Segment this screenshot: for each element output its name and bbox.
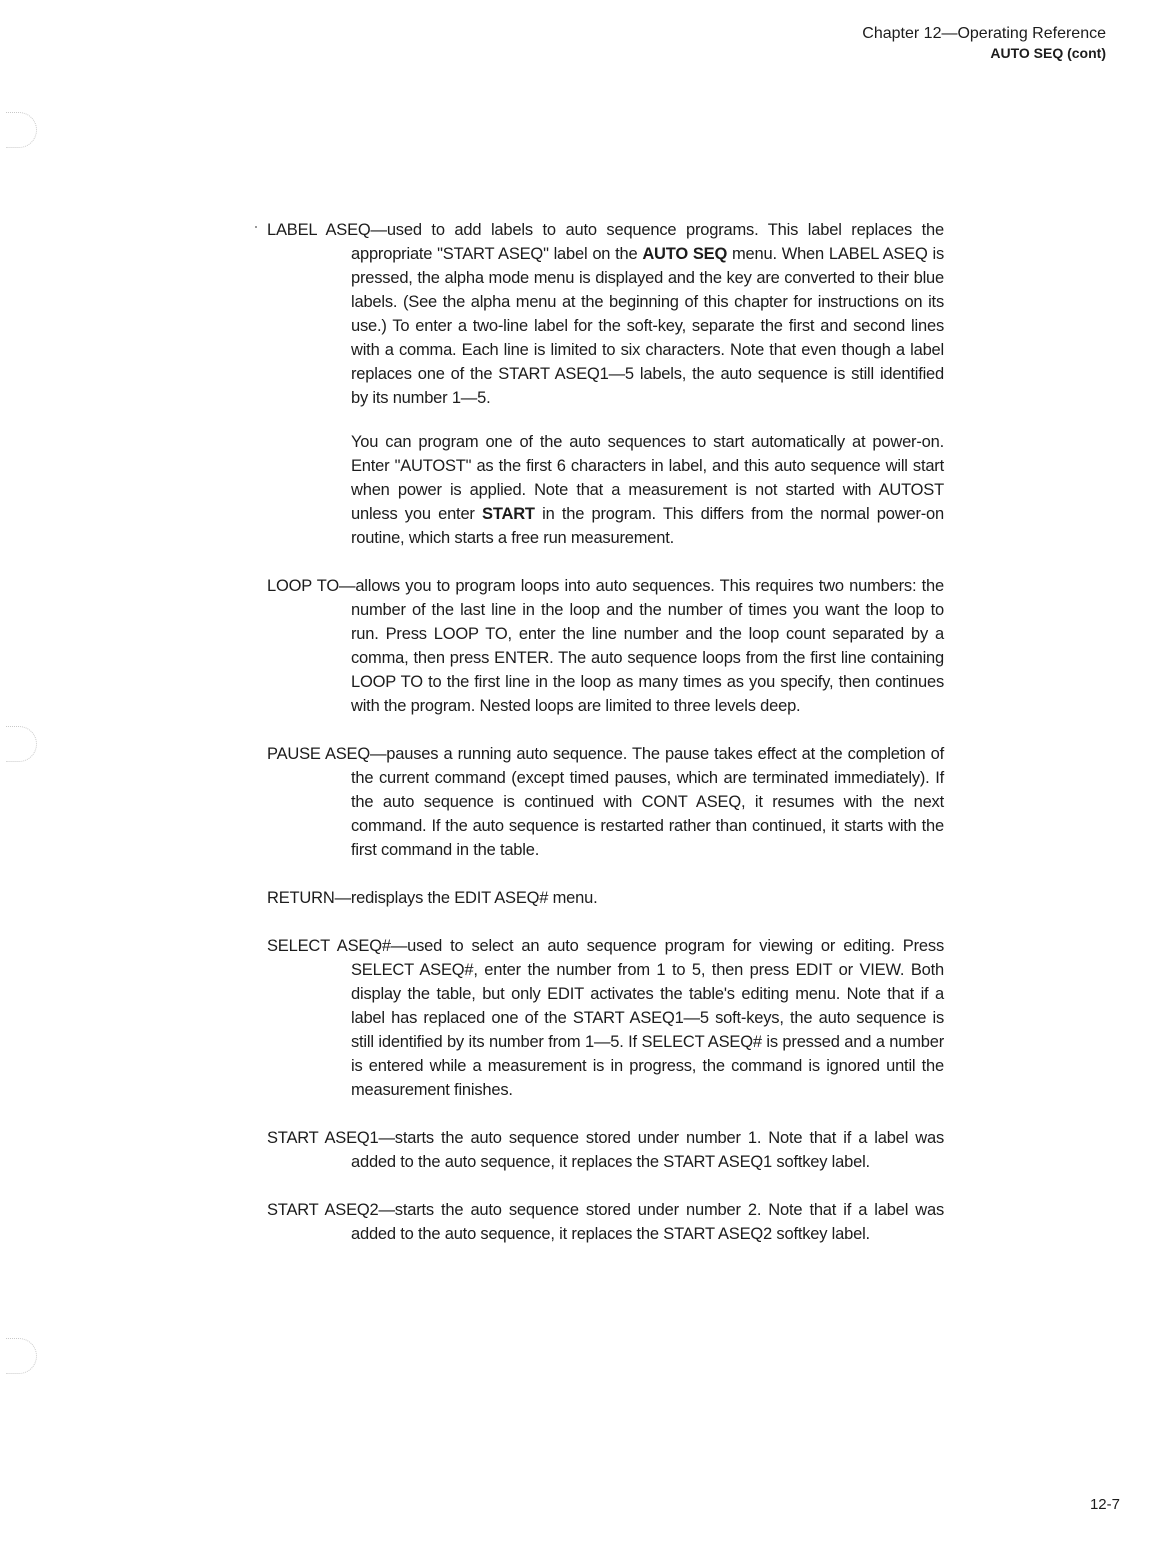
page-number: 12-7 bbox=[1089, 1496, 1120, 1513]
definition-text: —pauses a running auto sequence. The pause takes effect at the completion of the current command (except timed pauses, which are terminated immediately). If the auto sequence is continued with CONT ASEQ, it resumes with the next command. If the auto sequence is restarted rather than continued, it starts with the first command in the table. bbox=[351, 745, 944, 859]
section-title: AUTO SEQ (cont) bbox=[990, 45, 1106, 61]
term-select-aseq: SELECT ASEQ# bbox=[267, 937, 391, 955]
term-start-aseq2: START ASEQ2 bbox=[267, 1201, 379, 1219]
punch-hole-middle bbox=[6, 726, 37, 762]
definition-text: —redisplays the EDIT ASEQ# menu. bbox=[334, 889, 598, 907]
entry-pause-aseq bbox=[267, 742, 944, 862]
term-start-aseq1: START ASEQ1 bbox=[267, 1129, 379, 1147]
definition-text: —starts the auto sequence stored under number 1. Note that if a label was added to the auto sequence, it replaces the START ASEQ1 softkey label. bbox=[351, 1129, 944, 1171]
autost-paragraph bbox=[267, 430, 944, 550]
entry-label-aseq bbox=[267, 218, 944, 410]
definition-text: —allows you to program loops into auto sequences. This requires two numbers: the number of the last line in the loop and the number of times you want the loop to run. Press LOOP TO, enter the line number and the loop count separated by a comma, then press ENTER. The auto sequence loops from the first line containing LOOP TO to the first line in the loop as many times as you specify, then continues with the program. Nested loops are limited to three levels deep. bbox=[339, 577, 944, 715]
punch-hole-top bbox=[6, 112, 37, 148]
term-loop-to: LOOP TO bbox=[267, 577, 340, 595]
paragraph-text: You can program one of the auto sequences to start automatically at power-on. Enter "AUTOST" as the first 6 characters in label, and this auto sequence will start when power is applied. Note that a measurement is not started with AUTOST unless you enter bbox=[351, 433, 944, 523]
entry-start-aseq2 bbox=[267, 1198, 944, 1246]
auto-seq-menu-name: AUTO SEQ bbox=[642, 245, 728, 263]
start-key-name: START bbox=[482, 505, 535, 523]
page-header bbox=[862, 24, 1106, 62]
term-pause-aseq: PAUSE ASEQ bbox=[267, 745, 370, 763]
main-content bbox=[267, 218, 944, 1270]
entry-return bbox=[267, 886, 944, 910]
definition-text: —starts the auto sequence stored under number 2. Note that if a label was added to the auto sequence, it replaces the START ASEQ2 softkey label. bbox=[351, 1201, 944, 1243]
entry-loop-to bbox=[267, 574, 944, 718]
entry-start-aseq1 bbox=[267, 1126, 944, 1174]
term-return: RETURN bbox=[267, 889, 335, 907]
punch-hole-bottom bbox=[6, 1338, 37, 1374]
definition-text: —used to select an auto sequence program for viewing or editing. Press SELECT ASEQ#, enter the number from 1 to 5, then press EDIT or VIEW. Both display the table, but only EDIT activates the table's editing menu. Note that if a label has replaced one of the START ASEQ1—5 soft-keys, the auto sequence is still identified by its number from 1—5. If SELECT ASEQ# is pressed and a number is entered while a measurement is in progress, the command is ignored until the measurement finishes. bbox=[351, 937, 944, 1099]
margin-mark bbox=[255, 226, 257, 228]
paragraph-text: in the program. This differs from the normal power-on routine, which starts a free run measurement. bbox=[351, 505, 944, 547]
chapter-title: Chapter 12—Operating Reference bbox=[862, 25, 1106, 42]
definition-text: menu. When LABEL ASEQ is pressed, the alpha mode menu is displayed and the key are converted to their blue labels. (See the alpha menu at the beginning of this chapter for instructions on its use.) To enter a two-line label for the soft-key, separate the first and second lines with a comma. Each line is limited to six characters. Note that even though a label replaces one of the START ASEQ1—5 labels, the auto sequence is still identified by its number 1—5. bbox=[351, 245, 945, 407]
entry-select-aseq bbox=[267, 934, 944, 1102]
term-label-aseq: LABEL ASEQ bbox=[267, 221, 371, 239]
definition-text: —used to add labels to auto sequence programs. This label replaces the appropriate "START ASEQ" label on the bbox=[351, 221, 945, 263]
